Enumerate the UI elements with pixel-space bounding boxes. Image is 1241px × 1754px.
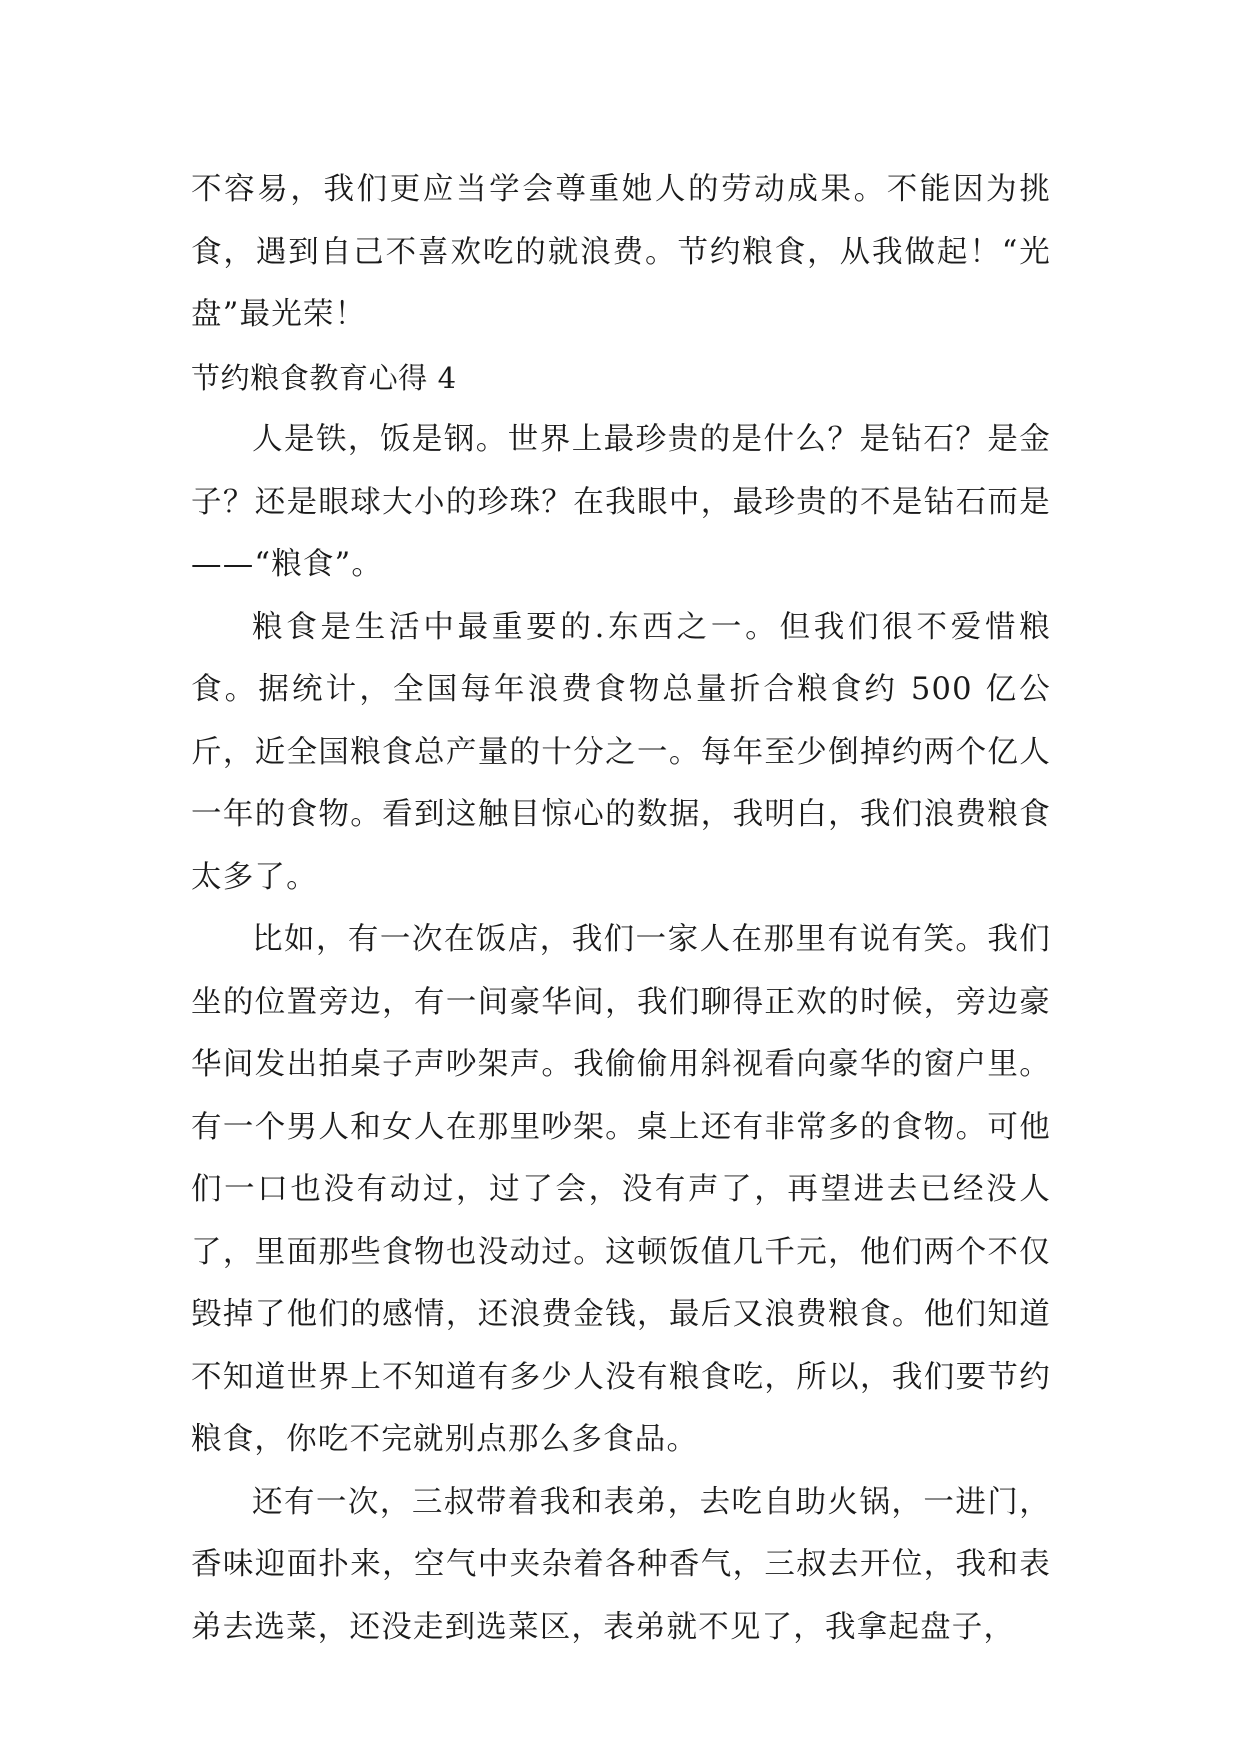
paragraph-continuation: 不容易，我们更应当学会尊重她人的劳动成果。不能因为挑食，遇到自己不喜欢吃的就浪费。节约粮食，从我做起！“光盘”最光荣！ <box>191 172 1051 332</box>
paragraph: 粮食是生活中最重要的.东西之一。但我们很不爱惜粮食。据统计，全国每年浪费食物总量折合粮食约 500 亿公斤，近全国粮食总产量的十分之一。每年至少倒掉约两个亿人一年的食物。看到这触目惊心的数据，我明白，我们浪费粮食太多了。 <box>191 609 1051 895</box>
document-body <box>191 159 1051 1659</box>
paragraph: 人是铁，饭是钢。世界上最珍贵的是什么？是钻石？是金子？还是眼球大小的珍珠？在我眼中，最珍贵的不是钻石而是——“粮食”。 <box>191 422 1051 582</box>
section-heading: 节约粮食教育心得 4 <box>191 360 457 395</box>
paragraph: 比如，有一次在饭店，我们一家人在那里有说有笑。我们坐的位置旁边，有一间豪华间，我们聊得正欢的时候，旁边豪华间发出拍桌子声吵架声。我偷偷用斜视看向豪华的窗户里。有一个男人和女人在那里吵架。桌上还有非常多的食物。可他们一口也没有动过，过了会，没有声了，再望进去已经没人了，里面那些食物也没动过。这顿饭值几千元，他们两个不仅毁掉了他们的感情，还浪费金钱，最后又浪费粮食。他们知道不知道世界上不知道有多少人没有粮食吃，所以，我们要节约粮食，你吃不完就别点那么多食品。 <box>191 922 1051 1457</box>
paragraph: 还有一次，三叔带着我和表弟，去吃自助火锅，一进门，香味迎面扑来，空气中夹杂着各种香气，三叔去开位，我和表弟去选菜，还没走到选菜区，表弟就不见了，我拿起盘子， <box>191 1484 1051 1645</box>
